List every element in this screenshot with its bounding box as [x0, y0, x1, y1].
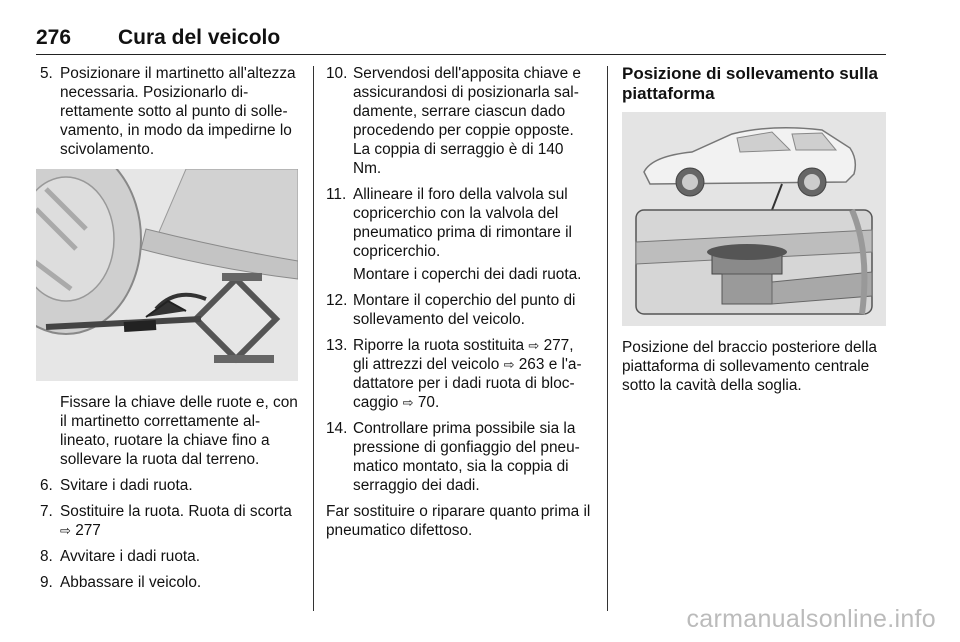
column-right: [622, 64, 886, 402]
step-text: Svitare i dadi ruota.: [60, 477, 193, 494]
page-number: 276: [36, 26, 72, 49]
car-lift-icon: [622, 112, 886, 326]
step-number: 11.: [326, 186, 347, 203]
step-number: 10.: [326, 65, 348, 82]
step-number: 12.: [326, 292, 348, 309]
step-text: Servendosi dell'apposita chiave e assicurandosi di posizionarla saldamente, serrare ciascun dado procedendo per coppie opposte. La coppia di serraggio è di 140 Nm.: [353, 65, 581, 177]
page-reference[interactable]: 277: [75, 522, 101, 539]
xref-arrow-icon[interactable]: ⇨: [60, 523, 71, 538]
step-text: Controllare prima possibile sia la pressione di gonfiaggio del pneumatico montato, sia la coppia di serraggio dei dadi.: [353, 420, 580, 494]
step-text: Sostituire la ruota. Ruota di scorta: [60, 503, 292, 520]
step-10: [326, 64, 592, 178]
step-text: Riporre la ruota sostituita: [353, 337, 525, 354]
scissor-jack-icon: [36, 169, 298, 381]
step-number: 14.: [326, 420, 348, 437]
step-text: Abbassare il veicolo.: [60, 574, 202, 591]
step-number: 8.: [40, 548, 53, 565]
step-number: 6.: [40, 477, 53, 494]
watermark: carmanualsonline.info: [686, 605, 936, 633]
xref-arrow-icon[interactable]: ⇨: [503, 357, 515, 372]
step-11: [326, 185, 592, 261]
jack-illustration: [36, 169, 298, 381]
lift-point-illustration: [622, 112, 886, 326]
column-divider: [607, 66, 608, 611]
column-middle: [326, 64, 592, 547]
step-text: Montare il coperchio del punto di sollevamento del veicolo.: [353, 292, 576, 328]
step-11-note: Montare i coperchi dei dadi ruota.: [353, 266, 582, 283]
step-5: [36, 64, 298, 159]
page-header: [36, 26, 886, 55]
step-7: [36, 502, 298, 540]
page-reference[interactable]: 277,: [543, 337, 574, 354]
step-number: 7.: [40, 503, 53, 520]
step-text: e l'adattatore per i dadi ruota di bloccaggio: [353, 356, 582, 411]
figure-caption: Posizione del braccio posteriore della piattaforma di sollevamento centrale sotto la cavità della soglia.: [622, 339, 877, 394]
page-reference[interactable]: 70.: [417, 394, 440, 411]
closing-paragraph: Far sostituire o riparare quanto prima il pneumatico difettoso.: [326, 503, 591, 539]
step-number: 13.: [326, 337, 348, 354]
step-number: 5.: [40, 65, 53, 82]
step-12: [326, 291, 592, 329]
xref-arrow-icon[interactable]: ⇨: [402, 395, 414, 410]
step-8: [36, 547, 298, 566]
chapter-title: Cura del veicolo: [118, 26, 281, 49]
page-reference[interactable]: 263: [518, 356, 545, 373]
step-text: Posizionare il martinetto all'altezza necessaria. Posizionarlo direttamente sotto al punto di sollevamento, in modo da impedirne lo scivolamento.: [60, 65, 296, 158]
step-number: 9.: [40, 574, 53, 591]
column-left: [36, 64, 298, 599]
step-6: [36, 476, 298, 495]
instruction-paragraph: Fissare la chiave delle ruote e, con il martinetto correttamente allineato, ruotare la chiave fino a sollevare la ruota dal terreno.: [60, 394, 298, 468]
step-14: [326, 419, 592, 495]
step-13: [326, 336, 592, 412]
step-9: [36, 573, 298, 592]
section-title: Posizione di sollevamento sulla piattaforma: [622, 64, 879, 103]
step-text: Avvitare i dadi ruota.: [60, 548, 201, 565]
step-text: gli attrezzi del veicolo: [353, 356, 500, 373]
column-divider: [313, 66, 314, 611]
xref-arrow-icon[interactable]: ⇨: [528, 338, 540, 353]
step-text: Allineare il foro della valvola sul copricerchio con la valvola del pneumatico prima di rimontare il copricerchio.: [353, 186, 572, 260]
